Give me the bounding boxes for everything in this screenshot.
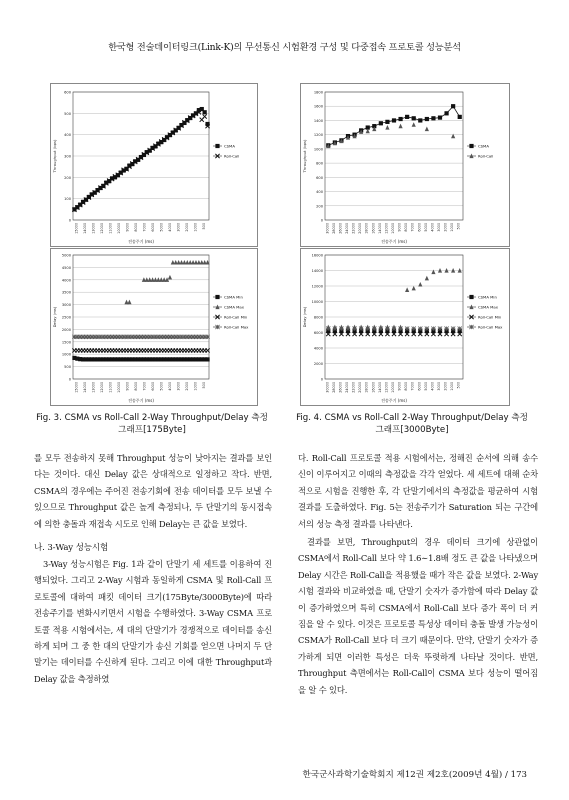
data-point <box>346 327 350 331</box>
legend-marker <box>215 325 219 329</box>
legend-label: CSMA <box>478 143 489 149</box>
data-point <box>425 276 429 281</box>
data-point <box>398 327 402 331</box>
x-tick-label: 12000 <box>384 382 389 393</box>
data-point <box>431 327 435 331</box>
data-point <box>379 121 383 125</box>
y-tick-label: 500 <box>64 111 71 116</box>
x-tick-label: 24000 <box>345 382 349 393</box>
x-tick-label: 30000 <box>325 223 330 234</box>
legend-marker <box>469 144 473 148</box>
x-tick-label: 8000 <box>404 382 409 391</box>
x-tick-label: 3000 <box>176 223 181 232</box>
x-tick-label: 10000 <box>116 382 121 393</box>
y-tick-label: 200 <box>64 175 71 180</box>
x-tick-label: 1000 <box>450 223 455 232</box>
fig3-bottom-chart <box>50 248 258 406</box>
throughput-chart-3000 <box>301 84 509 246</box>
data-point <box>372 327 376 331</box>
x-tick-label: 11000 <box>108 223 113 234</box>
x-tick-label: 6000 <box>150 223 155 232</box>
x-tick-label: 15000 <box>74 223 79 234</box>
x-tick-label: 2000 <box>443 382 448 391</box>
x-tick-label: 12000 <box>99 382 104 393</box>
x-tick-label: 8000 <box>133 223 138 232</box>
y-tick-label: 8000 <box>313 315 323 320</box>
y-tick-label: 1000 <box>61 352 71 357</box>
y-tick-label: 4500 <box>61 265 71 270</box>
y-tick-label: 400 <box>64 133 71 138</box>
x-tick-label: 10000 <box>116 223 121 234</box>
x-tick-label: 7000 <box>142 223 147 232</box>
x-axis-label: 전송주기 (ms) <box>381 398 407 403</box>
fig4-bottom-chart <box>300 248 510 406</box>
x-tick-label: 20000 <box>358 382 363 393</box>
data-point <box>425 327 429 331</box>
running-header: 한국형 전술데이터링크(Link-K)의 무선통신 시험환경 구성 및 다중접속 프로토콜 성능분석 <box>108 42 461 53</box>
data-point <box>366 327 370 331</box>
x-tick-label: 4000 <box>167 223 172 232</box>
x-tick-label: 28000 <box>331 382 336 393</box>
data-point <box>385 120 389 124</box>
data-point <box>127 300 131 305</box>
y-tick-label: 6000 <box>313 331 323 335</box>
y-tick-label: 3500 <box>61 290 71 295</box>
y-tick-label: 400 <box>316 190 323 195</box>
legend-label: Roll-Call Max <box>478 324 503 330</box>
y-tick-label: 200 <box>316 204 323 209</box>
y-tick-label: 1800 <box>313 90 323 95</box>
x-tick-label: 9000 <box>125 223 130 232</box>
legend-label: CSMA Min <box>478 294 497 300</box>
data-point <box>398 124 402 129</box>
y-tick-label: 0 <box>68 377 71 382</box>
data-point <box>412 122 416 127</box>
x-tick-label: 13000 <box>91 223 96 234</box>
y-tick-label: 2500 <box>61 315 71 320</box>
throughput-chart-175 <box>51 84 257 246</box>
x-tick-label: 5000 <box>159 382 164 391</box>
x-tick-label: 8000 <box>404 223 409 232</box>
x-tick-label: 7000 <box>142 382 147 391</box>
data-point <box>339 327 343 331</box>
x-tick-label: 11000 <box>108 382 113 393</box>
data-point <box>451 327 455 331</box>
x-axis-label: 전송주기 (ms) <box>381 239 407 244</box>
y-tick-label: 0 <box>68 218 71 223</box>
x-tick-label: 1000 <box>450 382 455 391</box>
data-point <box>418 327 422 331</box>
y-tick-label: 1400 <box>313 118 323 123</box>
x-tick-label: 22000 <box>351 382 356 393</box>
data-point <box>431 270 435 275</box>
x-tick-label: 2000 <box>184 382 189 391</box>
fig4-caption: Fig. 4. CSMA vs Roll-Call 2-Way Throughput/Delay 측정 그래프[3000Byte] <box>296 413 528 435</box>
x-tick-label: 500 <box>201 382 206 389</box>
x-tick-label: 500 <box>456 382 461 389</box>
y-axis-label: Throughput (bps) <box>302 139 307 173</box>
x-tick-label: 8000 <box>133 382 138 391</box>
x-tick-label: 10000 <box>391 223 395 234</box>
delay-chart-3000 <box>301 249 509 405</box>
legend-label: Roll-Call <box>224 153 240 159</box>
x-tick-label: 6000 <box>150 382 155 391</box>
page-footer: 한국군사과학기술학회지 제12권 제2호(2009년 4월) / 173 <box>302 770 527 780</box>
x-tick-label: 9000 <box>125 382 130 391</box>
x-tick-label: 18000 <box>364 223 369 234</box>
y-tick-label: 16000 <box>311 253 323 258</box>
data-point <box>205 357 209 361</box>
data-point <box>326 327 330 331</box>
legend-label: CSMA Max <box>478 304 498 310</box>
x-tick-label: 14000 <box>82 223 87 234</box>
data-point <box>359 327 363 331</box>
fig3-caption: Fig. 3. CSMA vs Roll-Call 2-Way Throughput/Delay 측정 그래프[175Byte] <box>36 413 268 435</box>
data-point <box>444 111 448 115</box>
x-tick-label: 3000 <box>437 223 441 232</box>
legend-label: Roll-Call Min <box>224 314 248 320</box>
data-point <box>418 282 422 287</box>
x-tick-label: 18000 <box>364 382 369 393</box>
x-tick-label: 3000 <box>437 382 441 391</box>
data-point <box>385 327 389 331</box>
y-tick-label: 1000 <box>313 147 323 152</box>
data-point <box>385 125 389 130</box>
left-column <box>34 450 272 687</box>
legend-label: Roll-Call Min <box>478 314 502 320</box>
legend-label: CSMA <box>224 143 235 149</box>
x-tick-label: 13000 <box>91 382 96 393</box>
x-tick-label: 26000 <box>338 382 343 393</box>
x-tick-label: 500 <box>456 223 461 230</box>
data-point <box>412 116 416 120</box>
plot-frame <box>325 92 463 220</box>
y-tick-label: 14000 <box>311 269 323 273</box>
section-heading: 나. 3-Way 성능시험 <box>34 543 109 554</box>
x-tick-label: 24000 <box>345 223 349 234</box>
fig3-top-chart <box>50 83 258 247</box>
fig4-top-chart <box>300 83 510 247</box>
x-tick-label: 20000 <box>358 223 363 234</box>
data-point <box>379 327 383 331</box>
data-point <box>352 327 356 331</box>
x-tick-label: 9000 <box>397 223 402 232</box>
x-tick-label: 16000 <box>371 223 376 234</box>
x-tick-label: 12000 <box>99 223 104 234</box>
y-tick-label: 100 <box>64 197 71 202</box>
x-tick-label: 5000 <box>159 223 164 232</box>
x-tick-label: 14000 <box>377 223 382 234</box>
x-tick-label: 7000 <box>410 223 415 232</box>
legend-label: CSMA Min <box>224 294 243 300</box>
x-tick-label: 12000 <box>384 223 389 234</box>
legend-label: Roll-Call Max <box>224 324 249 330</box>
y-tick-label: 4000 <box>61 278 71 283</box>
data-point <box>438 116 442 120</box>
x-tick-label: 16000 <box>371 382 376 393</box>
paragraph: 3-Way 성능시험은 Fig. 1과 같이 단말기 세 세트를 이용하여 진행되었다. 그리고 2-Way 시험과 동일하게 CSMA 및 Roll-Call 프로토콜에 대하여 패킷 데이터 크기(175Byte/3000Byte)에 따라 전송주기를 변화시키면서 시험을 수행하였다. 3-Way CSMA 프로토콜 적용 시험에서는, 세 대의 단말기가 경쟁적으로 데이터를 송신하게 되며 그 중 한 대의 단말기가 송신 기회를 얻으면 나머지 두 단말기는 데이터를 수신하게 된다. 그리고 이에 대한 Throughput과 Delay 값을 측정하였 <box>34 559 272 684</box>
data-point <box>431 116 435 120</box>
data-point <box>412 286 416 291</box>
x-tick-label: 4000 <box>430 223 435 232</box>
data-point <box>203 114 207 118</box>
legend-marker <box>469 325 473 329</box>
x-tick-label: 4000 <box>430 382 435 391</box>
x-tick-label: 2000 <box>443 223 448 232</box>
x-tick-label: 14000 <box>377 382 382 393</box>
y-tick-label: 300 <box>64 154 71 159</box>
y-tick-label: 5000 <box>61 253 71 258</box>
data-point <box>405 327 409 331</box>
y-tick-label: 2000 <box>61 327 71 332</box>
data-point <box>203 110 207 114</box>
y-tick-label: 1500 <box>61 340 71 345</box>
legend-label: Roll-Call <box>478 153 494 159</box>
x-tick-label: 26000 <box>338 223 343 234</box>
y-axis-label: Delay (ms) <box>302 306 307 328</box>
data-point <box>392 327 396 331</box>
x-tick-label: 30000 <box>325 382 330 393</box>
y-tick-label: 500 <box>64 365 71 370</box>
x-tick-label: 28000 <box>331 223 336 234</box>
y-tick-label: 0 <box>320 218 323 223</box>
x-axis-label: 전송주기 (ms) <box>128 239 154 244</box>
right-column <box>298 450 538 698</box>
y-axis-label: Delay (ms) <box>52 306 57 328</box>
y-tick-label: 800 <box>316 161 323 166</box>
data-point <box>405 287 409 292</box>
y-tick-label: 2000 <box>313 362 323 366</box>
data-point <box>438 327 442 331</box>
x-tick-label: 6000 <box>417 382 422 391</box>
data-point <box>168 275 172 280</box>
x-tick-label: 14000 <box>82 382 87 393</box>
y-tick-label: 1200 <box>313 133 323 138</box>
x-tick-label: 500 <box>201 223 206 230</box>
legend-label: CSMA Max <box>224 304 244 310</box>
y-tick-label: 3000 <box>61 303 71 308</box>
x-tick-label: 1000 <box>193 382 198 391</box>
y-tick-label: 1600 <box>313 104 323 109</box>
x-tick-label: 1000 <box>193 223 198 232</box>
legend-marker <box>215 144 219 148</box>
x-tick-label: 5000 <box>423 382 428 391</box>
x-tick-label: 22000 <box>351 223 356 234</box>
y-tick-label: 0 <box>320 377 323 382</box>
y-tick-label: 4000 <box>313 346 323 351</box>
x-tick-label: 6000 <box>417 223 422 232</box>
data-point <box>418 118 422 122</box>
data-point <box>392 118 396 122</box>
data-point <box>444 327 448 331</box>
x-tick-label: 10000 <box>391 382 395 393</box>
data-point <box>333 327 337 331</box>
y-tick-label: 600 <box>64 90 71 95</box>
delay-chart-175 <box>51 249 257 405</box>
data-point <box>405 115 409 119</box>
data-point <box>425 126 429 131</box>
y-tick-label: 12000 <box>311 284 323 289</box>
legend-marker <box>469 295 473 299</box>
data-point <box>425 117 429 121</box>
paragraph: 다. Roll-Call 프로토콜 적용 시험에서는, 정해진 순서에 의해 송수신이 이루어지고 이때의 측정값을 각각 얻었다. 세 세트에 대해 순차적으로 시험을 진행한 후, 각 단말기에서의 측정값을 평균하여 시험결과를 도출하였다. Fig. 5는 전송주기가 Saturation 되는 구간에서의 성능 측정 결과를 나타낸다. <box>298 453 538 529</box>
y-axis-label: Throughput (bps) <box>52 139 57 173</box>
x-tick-label: 4000 <box>167 382 172 391</box>
paragraph: 를 모두 전송하지 못해 Throughput 성능이 낮아지는 결과를 보인다는 것이다. 대신 Delay 값은 상대적으로 일정하고 작다. 반면, CSMA의 경우에는 주어진 전송기회에 전송 데이터를 모두 보낼 수 있으므로 Throughput 값은 높게 측정되나, 두 단말기의 동시접속에 의한 충돌과 재접속 시도로 인해 Delay는 큰 값을 보였다. <box>34 453 272 529</box>
x-tick-label: 9000 <box>397 382 402 391</box>
x-tick-label: 3000 <box>176 382 181 391</box>
data-point <box>205 335 209 339</box>
data-point <box>458 115 462 119</box>
x-axis-label: 전송주기 (ms) <box>128 398 154 403</box>
data-point <box>451 104 455 108</box>
x-tick-label: 2000 <box>184 223 189 232</box>
x-tick-label: 15000 <box>74 382 79 393</box>
paragraph: 결과를 보면, Throughput의 경우 데이터 크기에 상관없이 CSMA에서 Roll-Call 보다 약 1.6∼1.8배 정도 큰 값을 나타냈으며 Delay 시간은 Roll-Call을 적용했을 때가 작은 값을 보였다. 2-Way 시험 결과와 비교하였을 때, 단말기 숫자가 증가함에 따라 Delay 값이 증가하였으며 특히 CSMA에서 Roll-Call 보다 증가 폭이 더 커짐을 알 수 있다. 이것은 프로토콜 특성상 데이터 충돌 발생 가능성이 CSMA가 Roll-Call 보다 더 크기 때문이다. 만약, 단말기 숫자가 증가하게 되면 이러한 특성은 더욱 뚜렷하게 나타날 것이다. 반면, Throughput 측면에서는 Roll-Call이 CSMA 보다 성능이 떨어짐을 알 수 있다. <box>298 537 538 695</box>
y-tick-label: 10000 <box>311 300 323 304</box>
x-tick-label: 7000 <box>410 382 415 391</box>
data-point <box>458 327 462 331</box>
data-point <box>451 134 455 139</box>
data-point <box>398 117 402 121</box>
legend-marker <box>215 295 219 299</box>
x-tick-label: 5000 <box>423 223 428 232</box>
y-tick-label: 600 <box>316 175 323 180</box>
data-point <box>412 327 416 331</box>
